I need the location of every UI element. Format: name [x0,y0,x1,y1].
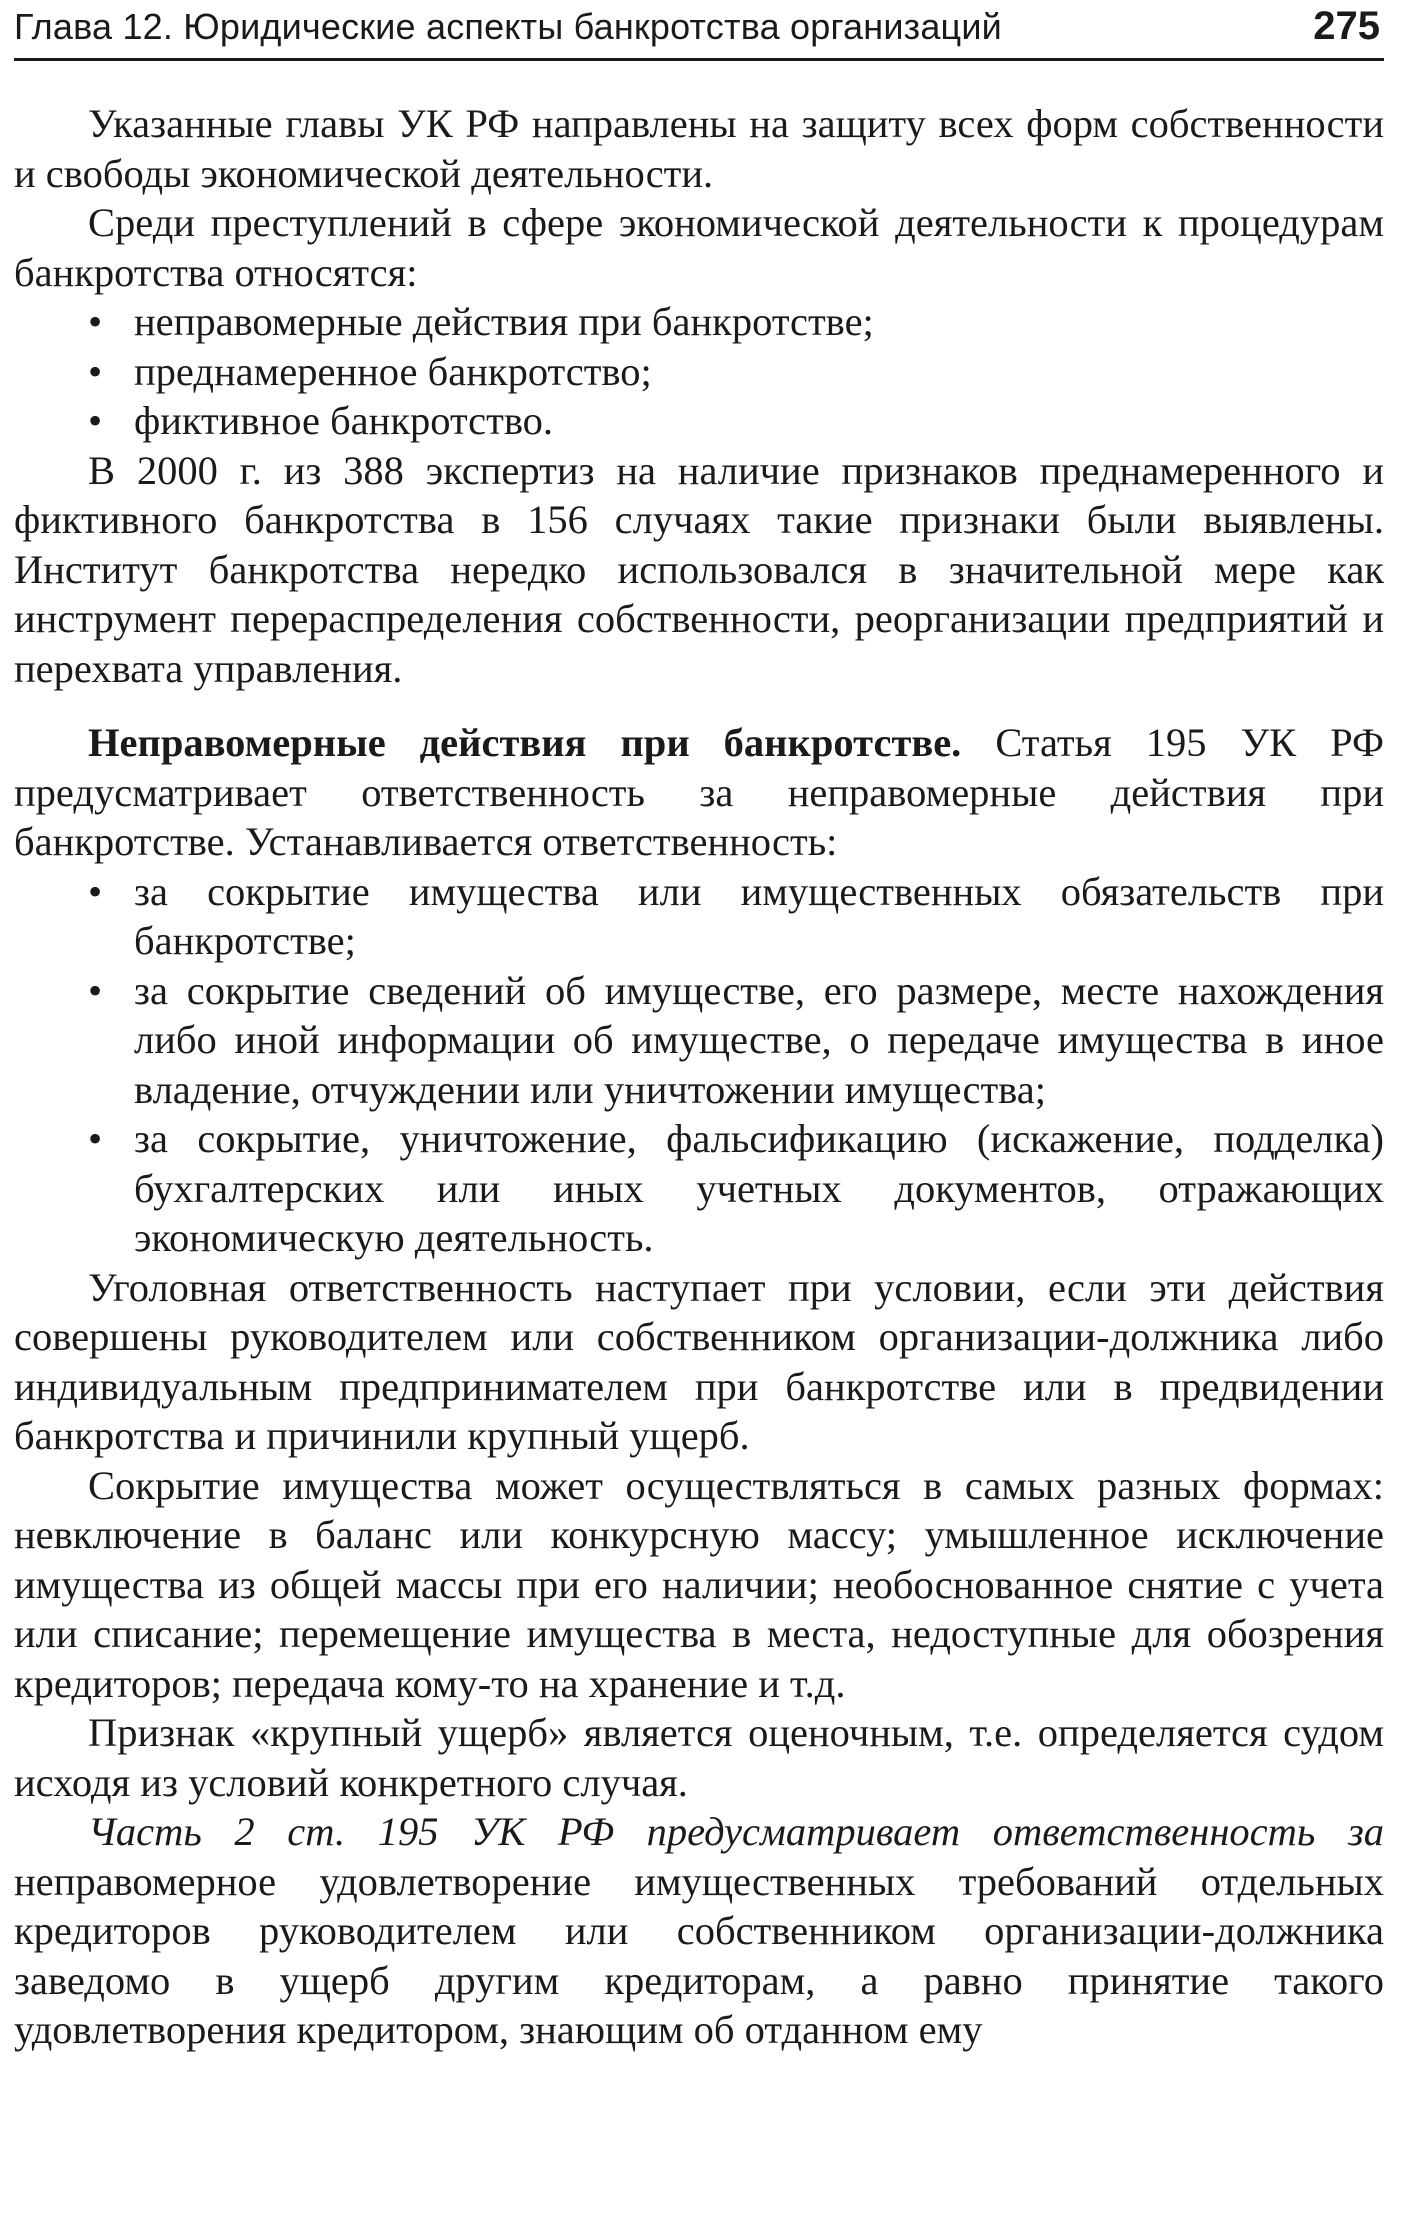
bullet-list [14,867,1384,1263]
paragraph [14,718,1384,867]
paragraph: Среди преступлений в сфере экономической деятельности к процедурам банкротства относятся: [14,200,1384,295]
page-number: 275 [1313,4,1380,48]
body-text [14,99,1384,2055]
paragraph: Уголовная ответственность наступает при условии, если эти действия совершены руководителем или собственником организации-должника либо индивидуальным предпринимателем при банкротстве или в предвидении банкротства и причинили крупный ущерб. [14,1264,1384,1458]
bullet-icon: • [88,868,103,914]
section-run-in-heading: Неправомерные действия при банкротстве. [88,720,962,765]
chapter-title: Глава 12. Юридические аспекты банкротства организаций [14,6,1002,47]
list-item [88,297,1384,347]
italic-lead: Часть 2 ст. 195 УК РФ предусматривает ответственность за [88,1809,1384,1854]
paragraph-text: Статья 195 УК РФ предусматривает ответственность за неправомерные действия при банкротстве. Устанавливается ответственность: [14,720,1384,864]
list-item-text: за сокрытие, уничтожение, фальсификацию (искажение, подделка) бухгалтерских или иных учетных документов, отражающих экономическую деятельность. [134,1116,1384,1260]
bullet-icon: • [88,398,103,443]
list-item-text: преднамеренное банкротство; [134,348,652,394]
paragraph: Указанные главы УК РФ направлены на защиту всех форм собственности и свободы экономической деятельности. [14,101,1384,196]
list-item [88,867,1384,966]
paragraph: Признак «крупный ущерб» является оценочным, т.е. определяется судом исходя из условий конкретного случая. [14,1710,1384,1805]
bullet-list [14,297,1384,446]
paragraph [14,1807,1384,2055]
list-item-text: за сокрытие имущества или имущественных обязательств при банкротстве; [134,868,1384,963]
list-item [88,347,1384,397]
running-header [14,0,1384,61]
paragraph-text: неправомерное удовлетворение имущественных требований отдельных кредиторов руководителем или собственником организации-должника заведомо в ущерб другим кредиторам, а равно принятие такого удовлетворения кредитором, знающим об отданном ему [14,1858,1384,2052]
list-item-text: фиктивное банкротство. [134,398,554,443]
paragraph: В 2000 г. из 388 экспертиз на наличие признаков преднамеренного и фиктивного банкротства в 156 случаях такие признаки были выявлены. Институт банкротства нередко использовался в значительной мере как инструмент перераспределения собственности, реорганизации предприятий и перехвата управления. [14,447,1384,691]
list-item [88,396,1384,446]
bullet-icon: • [88,348,103,394]
list-item-text: неправомерные действия при банкротстве; [134,299,874,344]
bullet-icon: • [88,299,103,344]
bullet-icon: • [88,967,103,1013]
list-item [88,1114,1384,1263]
paragraph: Сокрытие имущества может осуществляться в самых разных формах: невключение в баланс или конкурсную массу; умышленное исключение имущества из общей массы при его наличии; необоснованное снятие с учета или списание; перемещение имущества в места, недоступные для обозрения кредиторов; передача кому-то на хранение и т.д. [14,1462,1384,1706]
list-item-text: за сокрытие сведений об имуществе, его размере, месте нахождения либо иной информации об имуществе, о передаче имущества в иное владение, отчуждении или уничтожении имущества; [134,967,1384,1112]
list-item [88,966,1384,1115]
book-page [14,0,1384,2230]
bullet-icon: • [88,1116,103,1161]
